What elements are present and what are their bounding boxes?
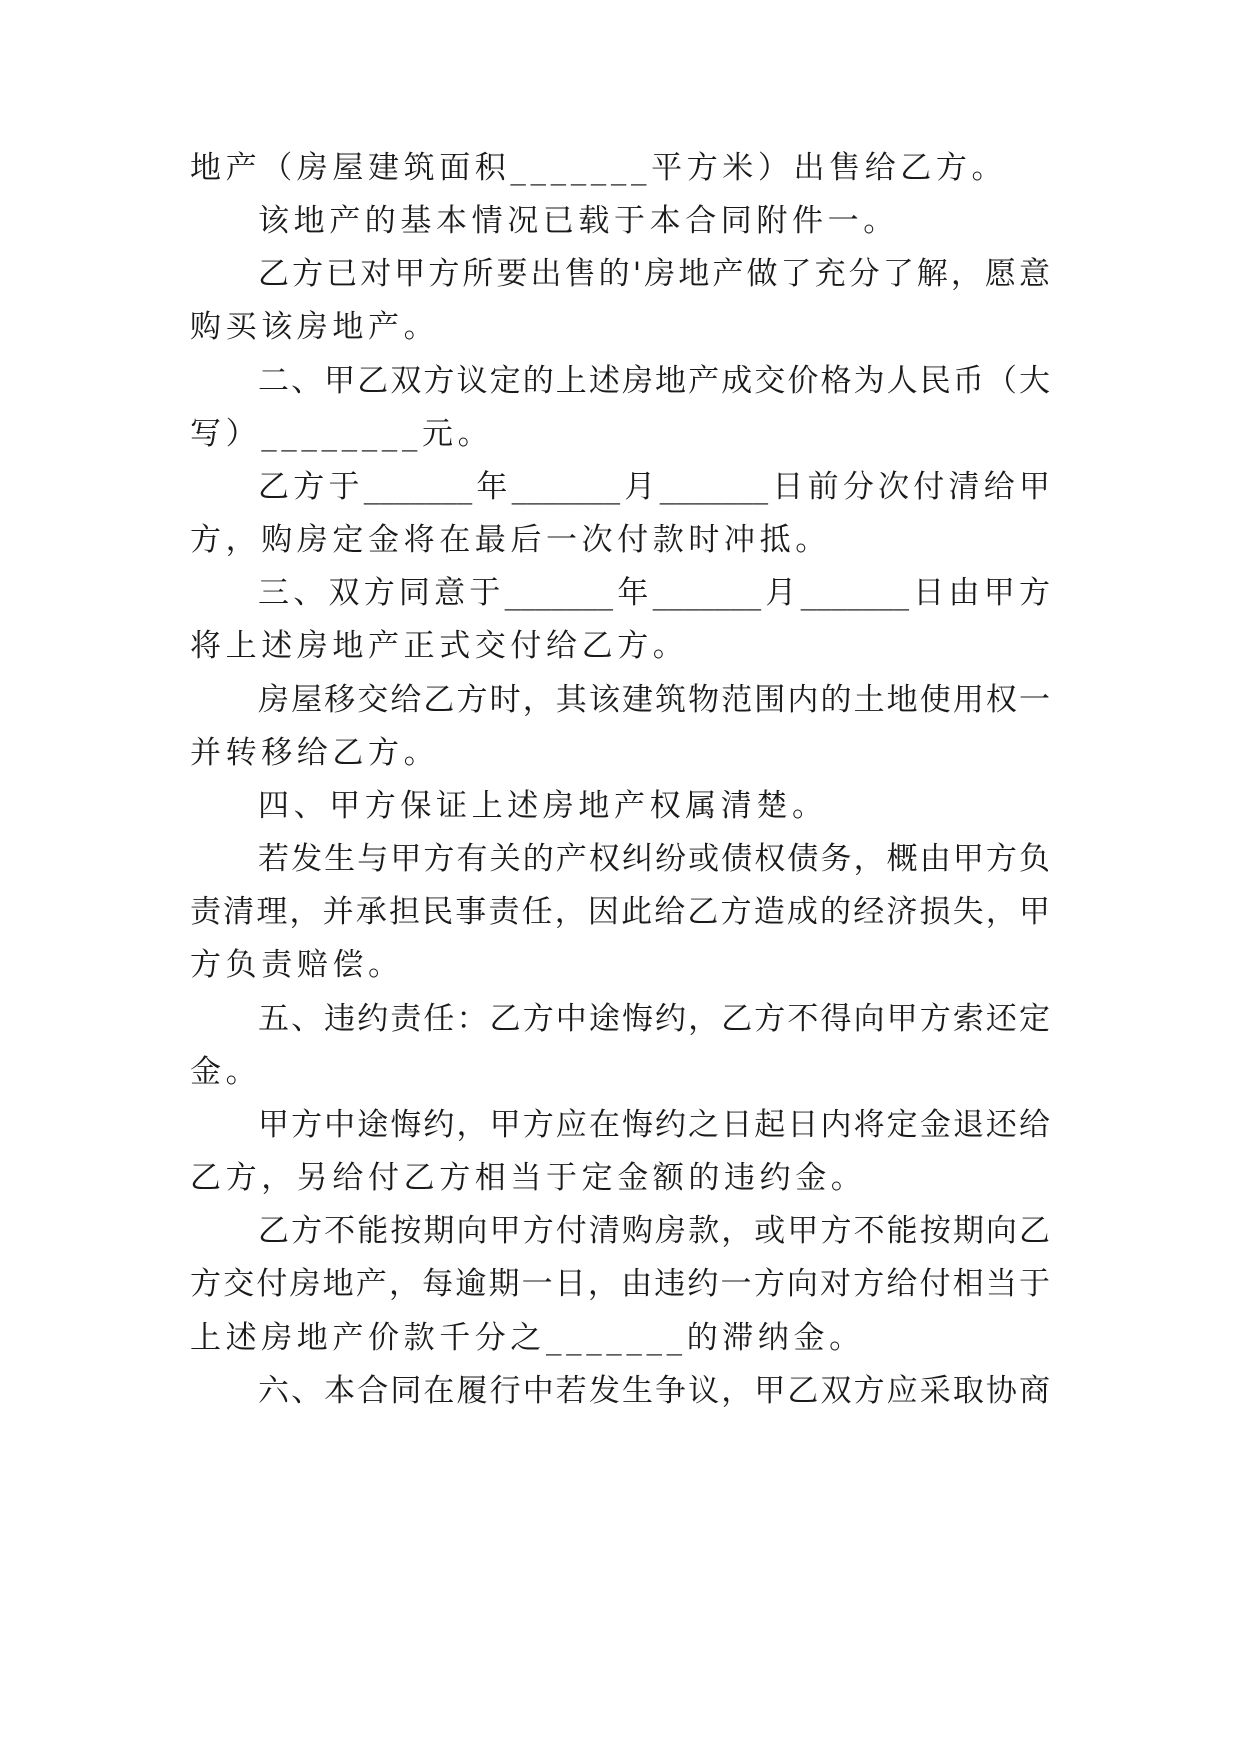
text-line: 将上述房地产正式交付给乙方。 bbox=[190, 628, 689, 664]
text-line: 并转移给乙方。 bbox=[190, 735, 440, 771]
text-line: 若发生与甲方有关的产权纠纷或债权债务，概由甲方负 bbox=[258, 841, 1050, 877]
text-line: 乙方不能按期向甲方付清购房款，或甲方不能按期向乙 bbox=[258, 1213, 1050, 1249]
text-line: 方负责赔偿。 bbox=[190, 947, 404, 983]
text-line: 六、本合同在履行中若发生争议，甲乙双方应采取协商 bbox=[258, 1373, 1050, 1409]
text-line: 购买该房地产。 bbox=[190, 309, 440, 345]
text-line: 写）________元。 bbox=[190, 416, 494, 452]
text-line: 五、违约责任：乙方中途悔约，乙方不得向甲方索还定 bbox=[258, 1001, 1050, 1037]
text-line: 三、双方同意于_______年_______月_______日由甲方 bbox=[258, 575, 1050, 611]
text-line: 上述房地产价款千分之_______的滞纳金。 bbox=[190, 1320, 865, 1356]
text-line: 甲方中途悔约，甲方应在悔约之日起日内将定金退还给 bbox=[258, 1107, 1050, 1143]
text-line: 地产（房屋建筑面积_______平方米）出售给乙方。 bbox=[190, 150, 1008, 186]
text-line: 方，购房定金将在最后一次付款时冲抵。 bbox=[190, 522, 831, 558]
text-line: 方交付房地产，每逾期一日，由违约一方向对方给付相当于 bbox=[190, 1266, 1050, 1302]
text-line: 二、甲乙双方议定的上述房地产成交价格为人民币（大 bbox=[258, 363, 1050, 399]
text-line: 乙方已对甲方所要出售的'房地产做了充分了解，愿意 bbox=[258, 256, 1050, 292]
text-line: 该地产的基本情况已载于本合同附件一。 bbox=[258, 203, 899, 239]
text-line: 四、甲方保证上述房地产权属清楚。 bbox=[258, 788, 828, 824]
text-line: 房屋移交给乙方时，其该建筑物范围内的土地使用权一 bbox=[258, 682, 1050, 718]
text-line: 乙方于_______年_______月_______日前分次付清给甲 bbox=[258, 469, 1050, 505]
text-line: 责清理，并承担民事责任，因此给乙方造成的经济损失，甲 bbox=[190, 894, 1050, 930]
text-line: 金。 bbox=[190, 1054, 262, 1090]
text-line: 乙方，另给付乙方相当于定金额的违约金。 bbox=[190, 1160, 867, 1196]
